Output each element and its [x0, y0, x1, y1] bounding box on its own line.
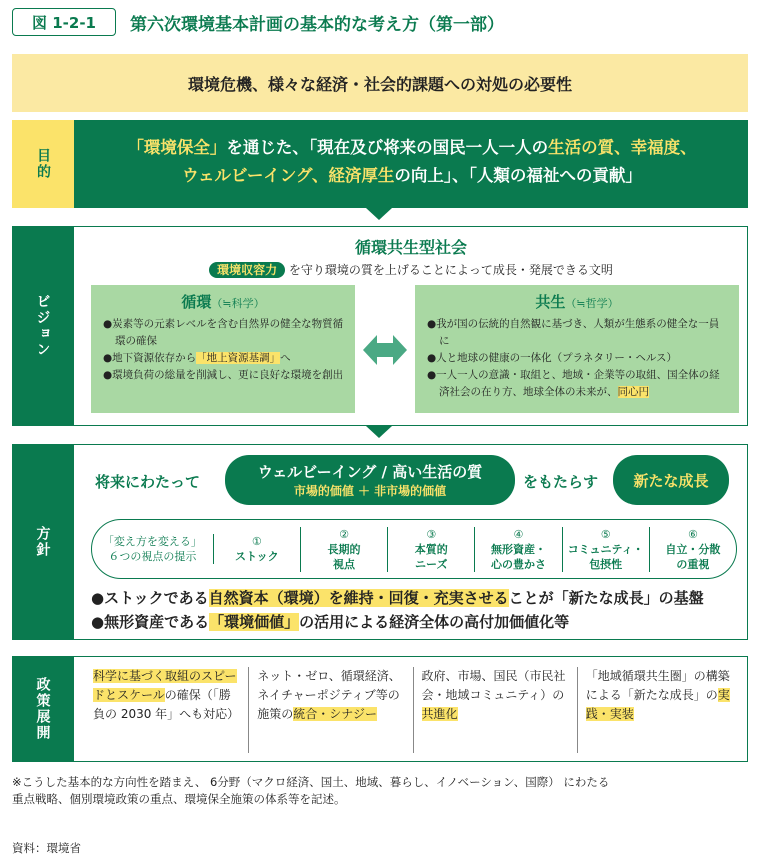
text-run: ネット・ゼロ、循環経済、ネイチャーポジティブ等の施策の: [257, 669, 401, 721]
figure-label: 図 1-2-1: [12, 8, 116, 36]
development-item: [248, 667, 412, 753]
six-viewpoints: [91, 519, 737, 579]
text-run: を通じた、「現在及び将来の国民一人一人の: [226, 138, 549, 157]
wellbeing-main: ウェルビーイング / 高い生活の質: [257, 463, 483, 481]
viewpoint-number: ④: [513, 527, 524, 541]
text-run: の確保（「勝負の 2030 年」へも対応）: [93, 688, 240, 721]
bullet-item: [427, 350, 729, 367]
figure-title: 第六次環境基本計画の基本的な考え方（第一部）: [130, 15, 504, 35]
footnote-line: 重点戦略、個別環境政策の重点、環境保全施策の体系等を記述。: [12, 792, 346, 806]
viewpoint-item: [213, 534, 300, 564]
development-columns: [85, 667, 741, 753]
text-run: ●ストックである: [91, 589, 209, 607]
viewpoint-label: 包摂性: [589, 557, 623, 571]
footnote-line: ※こうした基本的な方向性を踏まえ、 6分野（マクロ経済、国土、地域、暮らし、イノベーション、国際） にわたる: [12, 775, 610, 789]
viewpoint-number: ①: [251, 535, 262, 548]
viewpoint-number: ⑤: [600, 527, 611, 541]
policy-bullet-intangible: [91, 611, 569, 632]
viewpoint-label: 視点: [333, 557, 356, 571]
text-run: ことが「新たな成長」の基盤: [508, 589, 704, 607]
new-growth-pill: 新たな成長: [613, 455, 729, 505]
wellbeing-pill: [225, 455, 515, 505]
double-arrow-icon: [363, 333, 407, 367]
bullet-item: [103, 316, 345, 350]
highlight-text: 共進化: [421, 707, 458, 721]
symbiosis-card: [415, 285, 739, 413]
bullet-item: [103, 350, 345, 367]
text-run: ●無形資産である: [91, 613, 210, 631]
viewpoint-number: ⑥: [687, 527, 698, 541]
viewpoint-item: [562, 527, 649, 572]
symbiosis-list: [415, 312, 739, 401]
policy-bullet-stock: [91, 587, 704, 608]
policy-bring: をもたらす: [523, 473, 599, 491]
highlight-text: 「地上資源基調」: [196, 352, 281, 364]
goal-section: [12, 120, 748, 208]
viewpoint-label: 心の豊かさ: [490, 557, 546, 571]
highlight-text: 「環境価値」: [209, 613, 300, 631]
viewpoint-label: ストック: [234, 550, 279, 563]
vision-section: [12, 226, 748, 426]
highlight-text: 生活の質、幸福度、: [548, 138, 697, 157]
source-note: 資料：環境省: [12, 841, 81, 855]
goal-tag: 目的: [12, 120, 74, 208]
policy-lead: 将来にわたって: [95, 473, 201, 491]
bullet-item: [103, 367, 345, 384]
vision-title: 循環共生型社会: [354, 238, 467, 257]
viewpoint-number: ③: [426, 527, 437, 541]
circulation-list: [91, 312, 355, 384]
highlight-text: 科学に基づく取組のスピードとスケール: [93, 669, 237, 702]
goal-line-1: [76, 134, 748, 162]
development-tag: 政策展開: [12, 656, 74, 762]
vision-subtitle-text: を守り環境の質を上げることによって成長・発展できる文明: [288, 263, 613, 277]
text-run: ●環境負荷の総量を削減し、更に良好な環境を創出: [103, 369, 344, 381]
development-item: [85, 667, 248, 753]
development-item: [413, 667, 577, 753]
viewpoint-item: [300, 527, 387, 572]
highlight-text: 実践・実装: [585, 688, 730, 721]
symbiosis-title: 共生（≒哲学）: [535, 293, 619, 311]
arrow-down-icon: [366, 426, 392, 438]
goal-line-2: [76, 162, 748, 190]
text-run: の向上」、「人類の福祉への貢献」: [394, 166, 642, 185]
bullet-item: [427, 316, 729, 350]
viewpoint-label: 無形資産・: [490, 542, 546, 556]
development-item: [577, 667, 741, 753]
development-section: [12, 656, 748, 762]
capacity-badge: 環境収容力: [209, 262, 285, 278]
text-run: へ: [280, 352, 291, 364]
text-run: ●地下資源依存から: [103, 352, 197, 364]
highlight-text: 自然資本（環境）を維持・回復・充実させる: [208, 589, 509, 607]
policy-section: [12, 444, 748, 640]
viewpoint-label: コミュニティ・: [567, 542, 644, 556]
bullet-item: [427, 367, 729, 401]
vision-tag: ビジョン: [12, 226, 74, 426]
arrow-down-icon: [366, 208, 392, 220]
circulation-card: [91, 285, 355, 413]
text-run: ●我が国の伝統的自然観に基づき、人類が生態系の健全な一員に: [427, 318, 720, 347]
text-run: 「地域循環共生圏」の構築による「新たな成長」の: [585, 669, 730, 702]
text-run: ●人と地球の健康の一体化（プラネタリー・ヘルス）: [427, 352, 678, 364]
vision-subtitle: [75, 261, 747, 278]
highlight-text: ウェルビーイング、経済厚生: [182, 166, 395, 185]
footnote: [12, 774, 742, 808]
viewpoint-label: 自立・分散: [665, 542, 721, 556]
circulation-title: 循環（≒科学）: [181, 293, 265, 311]
viewpoint-label: 本質的: [414, 542, 448, 556]
viewpoint-label: の重視: [676, 557, 710, 571]
text-run: 政府、市場、国民（市民社会・地域コミュニティ）の: [421, 669, 566, 702]
text-run: の活用による経済全体の高付加価値化等: [299, 613, 570, 631]
highlight-text: 統合・シナジー: [293, 707, 378, 721]
text-run: ●炭素等の元素レベルを含む自然界の健全な物質循環の確保: [103, 318, 344, 347]
highlight-text: 「環境保全」: [127, 138, 227, 157]
viewpoint-number: ②: [339, 527, 349, 541]
text-run: ●一人一人の意識・取組と、地域・企業等の取組、国全体の経済社会の在り方、地球全体の未来が、: [427, 369, 720, 398]
wellbeing-sub: 市場的価値 ＋ 非市場的価値: [293, 484, 447, 498]
viewpoint-label: ニーズ: [415, 557, 448, 571]
crisis-banner: 環境危機、様々な経済・社会的課題への対処の必要性: [12, 54, 748, 112]
goal-text: [76, 134, 748, 190]
viewpoints-intro: 「変え方を変える」 ６つの視点の提示: [102, 535, 202, 563]
viewpoint-item: [387, 527, 474, 572]
viewpoint-item: [649, 527, 736, 572]
viewpoint-label: 長期的: [327, 542, 361, 556]
policy-tag: 方針: [12, 444, 74, 640]
highlight-text: 同心円: [617, 386, 649, 398]
viewpoint-item: [474, 527, 561, 572]
